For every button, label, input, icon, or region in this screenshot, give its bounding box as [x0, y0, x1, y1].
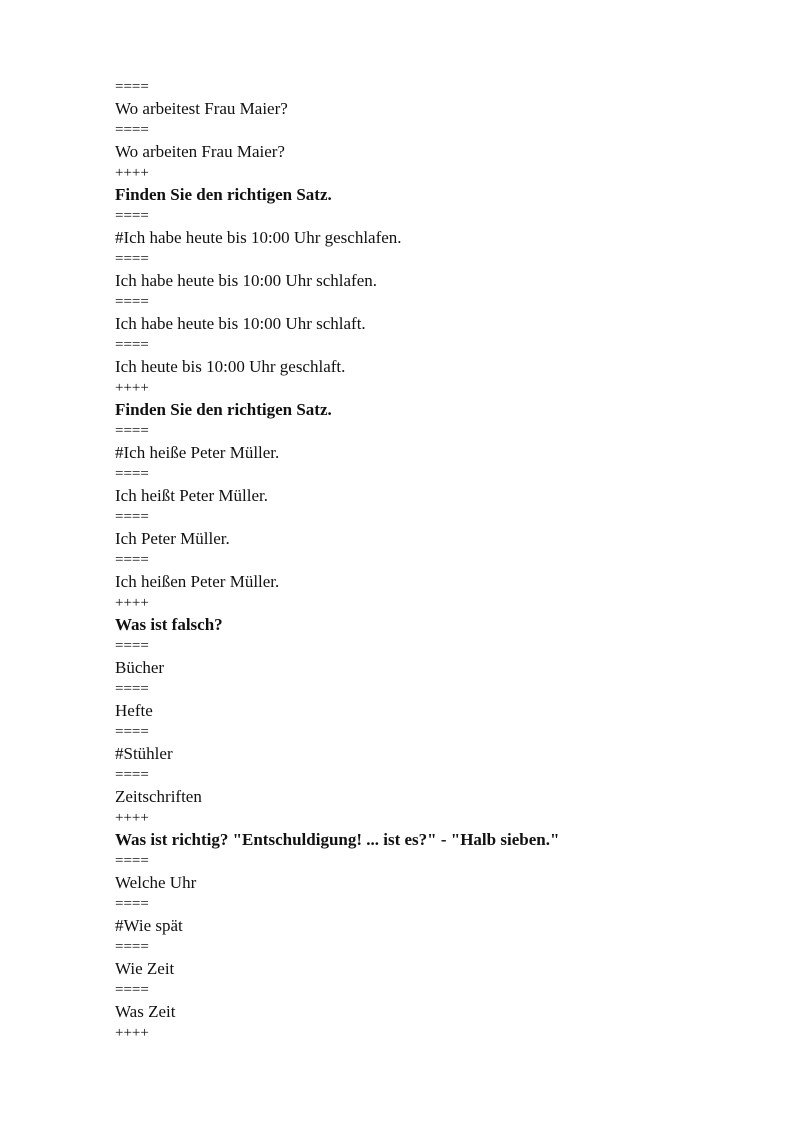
question-text: Finden Sie den richtigen Satz. [115, 400, 332, 419]
option-separator: ==== [115, 638, 149, 654]
option-separator: ==== [115, 724, 149, 740]
answer-option: Wo arbeitest Frau Maier? [115, 99, 288, 118]
option-separator: ==== [115, 337, 149, 353]
option-separator: ==== [115, 294, 149, 310]
answer-option: Ich habe heute bis 10:00 Uhr schlafen. [115, 271, 377, 290]
question-separator: ++++ [115, 810, 149, 826]
option-separator: ==== [115, 79, 149, 95]
answer-option: Ich heute bis 10:00 Uhr geschlaft. [115, 357, 346, 376]
answer-option: Ich habe heute bis 10:00 Uhr schlaft. [115, 314, 366, 333]
question-separator: ++++ [115, 165, 149, 181]
answer-option: Zeitschriften [115, 787, 202, 806]
answer-option: Wie Zeit [115, 959, 175, 978]
option-separator: ==== [115, 853, 149, 869]
option-separator: ==== [115, 896, 149, 912]
answer-option: Ich heißen Peter Müller. [115, 572, 280, 591]
option-separator: ==== [115, 681, 149, 697]
answer-option: #Wie spät [115, 916, 183, 935]
answer-option: Welche Uhr [115, 873, 197, 892]
option-separator: ==== [115, 122, 149, 138]
answer-option: #Ich heiße Peter Müller. [115, 443, 280, 462]
document-page [115, 78, 755, 1042]
question-text: Finden Sie den richtigen Satz. [115, 185, 332, 204]
question-separator: ++++ [115, 595, 149, 611]
option-separator: ==== [115, 552, 149, 568]
answer-option: Wo arbeiten Frau Maier? [115, 142, 285, 161]
option-separator: ==== [115, 466, 149, 482]
option-separator: ==== [115, 982, 149, 998]
question-separator: ++++ [115, 1025, 149, 1041]
option-separator: ==== [115, 208, 149, 224]
option-separator: ==== [115, 509, 149, 525]
option-separator: ==== [115, 767, 149, 783]
answer-option: Ich heißt Peter Müller. [115, 486, 268, 505]
option-separator: ==== [115, 251, 149, 267]
answer-option: #Stühler [115, 744, 173, 763]
answer-option: Ich Peter Müller. [115, 529, 230, 548]
question-separator: ++++ [115, 380, 149, 396]
option-separator: ==== [115, 939, 149, 955]
question-text: Was ist falsch? [115, 615, 223, 634]
quiz-lines [115, 78, 755, 1042]
answer-option: #Ich habe heute bis 10:00 Uhr geschlafen. [115, 228, 402, 247]
answer-option: Bücher [115, 658, 165, 677]
answer-option: Hefte [115, 701, 153, 720]
answer-option: Was Zeit [115, 1002, 176, 1021]
question-text: Was ist richtig? "Entschuldigung! ... ist es?" - "Halb sieben." [115, 830, 560, 849]
option-separator: ==== [115, 423, 149, 439]
